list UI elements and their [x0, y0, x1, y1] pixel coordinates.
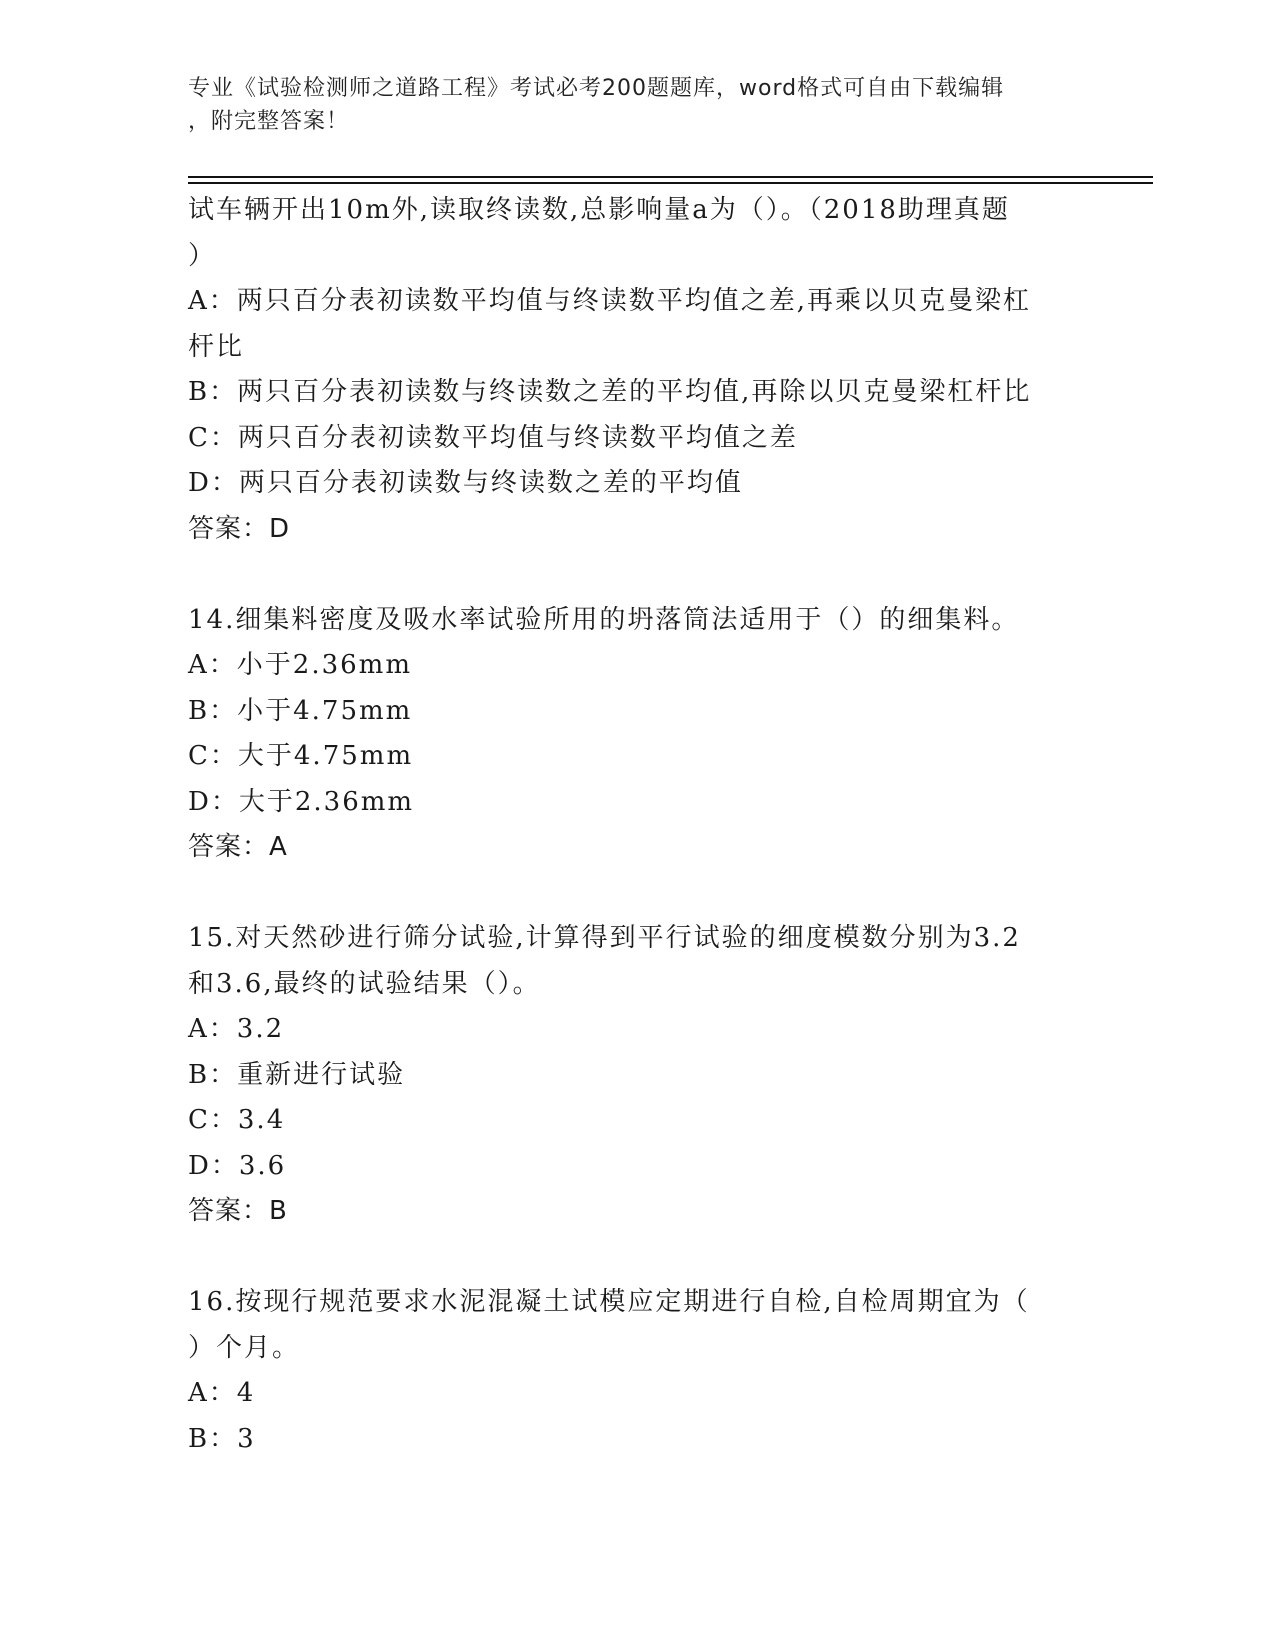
option-a: A：4 — [188, 1378, 256, 1408]
question-15 — [188, 916, 1068, 1235]
question-16 — [188, 1280, 1068, 1462]
header-line-2: ，附完整答案！ — [188, 109, 350, 134]
question-stem: 16.按现行规范要求水泥混凝土试模应定期进行自检,自检周期宜为（ — [188, 1287, 1030, 1317]
question-stem-continued: ） — [188, 240, 217, 271]
answer: 答案：A — [188, 832, 288, 862]
question-list — [188, 188, 1068, 1462]
answer: 答案：B — [188, 1196, 288, 1226]
header-line-1: 专业《试验检测师之道路工程》考试必考200题题库，word格式可自由下载编辑 — [188, 76, 1005, 101]
spacer — [188, 552, 1068, 598]
header-rule-top — [188, 176, 1153, 178]
question-stem-continued: 和3.6,最终的试验结果（）。 — [188, 968, 541, 999]
option-d: D：两只百分表初读数与终读数之差的平均值 — [188, 468, 743, 498]
question-14 — [188, 598, 1068, 871]
question-stem: 14.细集料密度及吸水率试验所用的坍落筒法适用于（）的细集料。 — [188, 604, 1020, 635]
header-rule-bottom — [188, 182, 1153, 184]
option-d: D：大于2.36mm — [188, 786, 415, 817]
option-b: B：3 — [188, 1423, 256, 1454]
option-c: C：大于4.75mm — [188, 741, 414, 771]
spacer — [188, 1235, 1068, 1281]
option-a: A：3.2 — [188, 1014, 285, 1044]
spacer — [188, 871, 1068, 917]
option-a: A：两只百分表初读数平均值与终读数平均值之差,再乘以贝克曼梁杠 — [188, 286, 1032, 316]
option-d: D：3.6 — [188, 1150, 287, 1181]
answer: 答案：D — [188, 513, 291, 544]
option-a-continued: 杆比 — [188, 331, 245, 362]
option-b: B：小于4.75mm — [188, 695, 413, 726]
document-header — [188, 72, 1068, 138]
option-a: A：小于2.36mm — [188, 650, 412, 680]
option-c: C：两只百分表初读数平均值与终读数平均值之差 — [188, 422, 798, 453]
option-c: C：3.4 — [188, 1105, 286, 1135]
option-b: B：两只百分表初读数与终读数之差的平均值,再除以贝克曼梁杠杆比 — [188, 377, 1032, 407]
question-stem-continued: ）个月。 — [188, 1332, 301, 1363]
option-b: B：重新进行试验 — [188, 1059, 406, 1090]
question-stem: 15.对天然砂进行筛分试验,计算得到平行试验的细度模数分别为3.2 — [188, 923, 1021, 953]
question-13 — [188, 188, 1068, 552]
question-stem: 试车辆开出10m外,读取终读数,总影响量a为（）。（2018助理真题 — [188, 195, 1010, 225]
